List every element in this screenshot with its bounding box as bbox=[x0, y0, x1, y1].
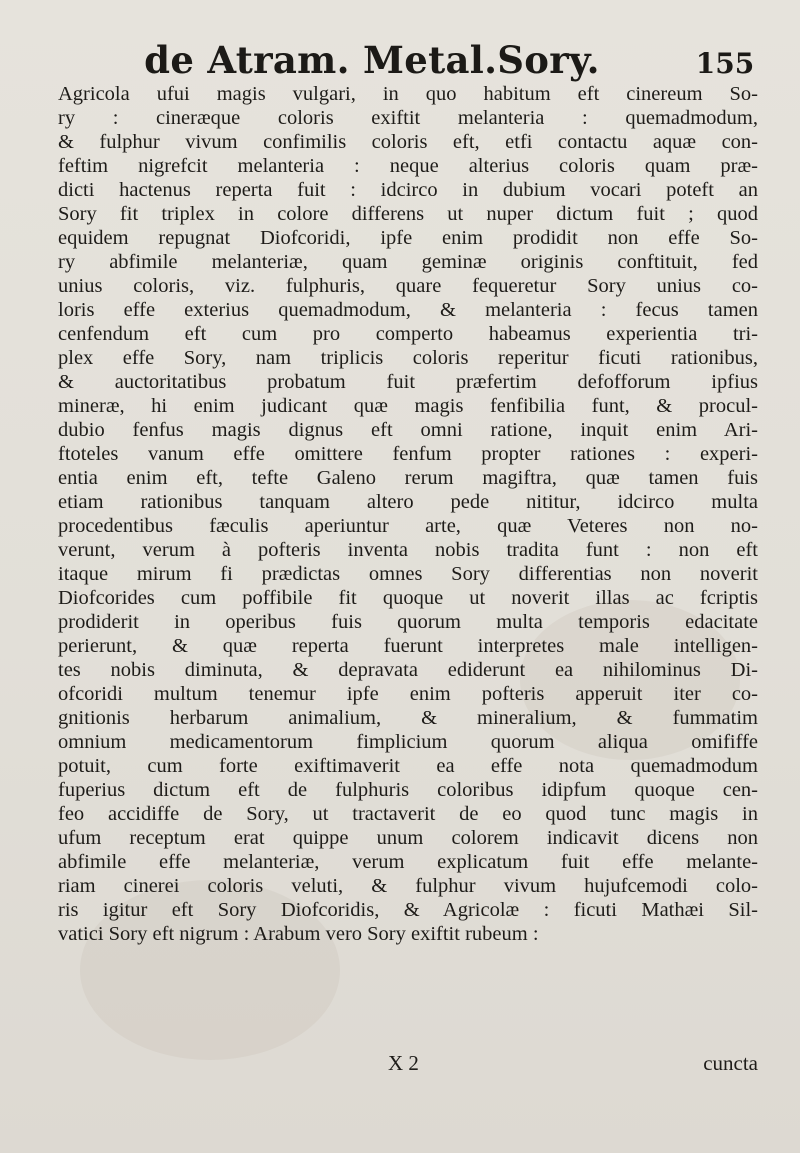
text-line: ris igitur eft Sory Diofcoridis, & Agricolæ : ficuti Mathæi Sil- bbox=[58, 899, 758, 921]
text-line: verunt, verum à pofteris inventa nobis tradita funt : non eft bbox=[58, 539, 758, 561]
text-line: omnium medicamentorum fimplicium quorum aliqua omififfe bbox=[58, 731, 758, 753]
text-line: loris effe exterius quemadmodum, & melanteria : fecus tamen bbox=[58, 299, 758, 321]
text-line: ufum receptum erat quippe unum colorem indicavit dicens non bbox=[58, 827, 758, 849]
body-text bbox=[58, 82, 758, 946]
catchword: cuncta bbox=[703, 1051, 758, 1075]
text-line: Agricola ufui magis vulgari, in quo habitum eft cinereum So- bbox=[58, 83, 758, 105]
page-footer bbox=[58, 1050, 758, 1080]
text-line: equidem repugnat Diofcoridi, ipfe enim prodidit non effe So- bbox=[58, 227, 758, 249]
running-title: de Atram. Metal.Sory. bbox=[144, 38, 600, 82]
text-line: ofcoridi multum tenemur ipfe enim pofteris apperuit iter co- bbox=[58, 683, 758, 705]
text-line: gnitionis herbarum animalium, & mineralium, & fummatim bbox=[58, 707, 758, 729]
text-line: feo accidiffe de Sory, ut tractaverit de eo quod tunc magis in bbox=[58, 803, 758, 825]
text-line: etiam rationibus tanquam altero pede nititur, idcirco multa bbox=[58, 491, 758, 513]
text-line: unius coloris, viz. fulphuris, quare fequeretur Sory unius co- bbox=[58, 275, 758, 297]
text-line: & auctoritatibus probatum fuit præfertim defofforum ipfius bbox=[58, 371, 758, 393]
text-line: fuperius dictum eft de fulphuris coloribus idipfum quoque cen- bbox=[58, 779, 758, 801]
text-line: feftim nigrefcit melanteria : neque alterius coloris quam præ- bbox=[58, 155, 758, 177]
text-line: dubio fenfus magis dignus eft omni ratione, inquit enim Ari- bbox=[58, 419, 758, 441]
text-line: vatici Sory eft nigrum : Arabum vero Sory exiftit rubeum : bbox=[58, 923, 539, 945]
text-line: & fulphur vivum confimilis coloris eft, etfi contactu aquæ con- bbox=[58, 131, 758, 153]
text-line: ry abfimile melanteriæ, quam geminæ originis conftituit, fed bbox=[58, 251, 758, 273]
text-line: mineræ, hi enim judicant quæ magis fenfibilia funt, & procul- bbox=[58, 395, 758, 417]
text-line: entia enim eft, tefte Galeno rerum magiftra, quæ tamen fuis bbox=[58, 467, 758, 489]
text-line: procedentibus fæculis aperiuntur arte, quæ Veteres non no- bbox=[58, 515, 758, 537]
text-line: itaque mirum fi prædictas omnes Sory differentias non noverit bbox=[58, 563, 758, 585]
text-line: Diofcorides cum poffibile fit quoque ut noverit illas ac fcriptis bbox=[58, 587, 758, 609]
text-line: ftoteles vanum effe omittere fenfum propter rationes : experi- bbox=[58, 443, 758, 465]
text-line: cenfendum eft cum pro comperto habeamus experientia tri- bbox=[58, 323, 758, 345]
text-line: potuit, cum forte exiftimaverit ea effe nota quemadmodum bbox=[58, 755, 758, 777]
page-number: 155 bbox=[695, 47, 755, 80]
text-line: ry : cineræque coloris exiftit melanteria : quemadmodum, bbox=[58, 107, 758, 129]
text-line: abfimile effe melanteriæ, verum explicatum fuit effe melante- bbox=[58, 851, 758, 873]
text-line: plex effe Sory, nam triplicis coloris reperitur ficuti rationibus, bbox=[58, 347, 758, 369]
signature-mark: X 2 bbox=[388, 1051, 419, 1075]
text-line: Sory fit triplex in colore differens ut nuper dictum fuit ; quod bbox=[58, 203, 758, 225]
text-line: prodiderit in operibus fuis quorum multa temporis edacitate bbox=[58, 611, 758, 633]
text-line: perierunt, & quæ reperta fuerunt interpretes male intelligen- bbox=[58, 635, 758, 657]
text-line: dicti hactenus reperta fuit : idcirco in dubium vocari poteft an bbox=[58, 179, 758, 201]
text-line: tes nobis diminuta, & depravata ediderunt ea nihilominus Di- bbox=[58, 659, 758, 681]
text-line: riam cinerei coloris veluti, & fulphur vivum hujufcemodi colo- bbox=[58, 875, 758, 897]
